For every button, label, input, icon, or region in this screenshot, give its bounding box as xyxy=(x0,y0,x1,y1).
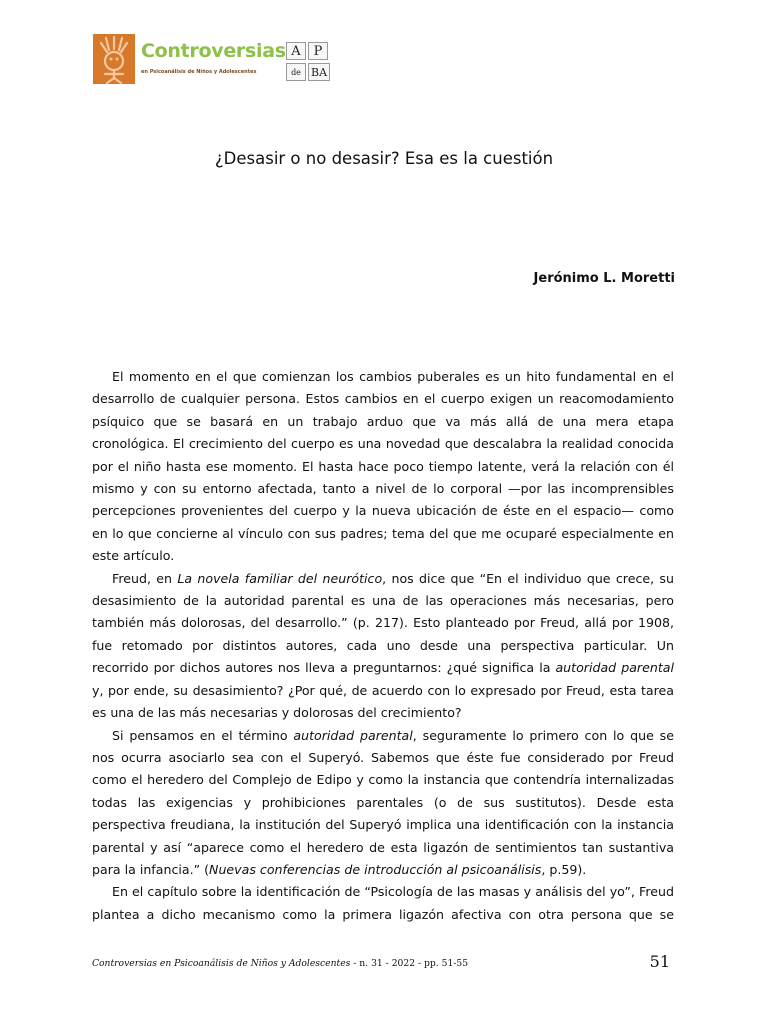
apdeba-logo-a: A xyxy=(286,42,306,60)
journal-subtitle: en Psicoanálisis de Niños y Adolescentes xyxy=(141,69,257,75)
apdeba-logo-de: de xyxy=(286,63,306,81)
paragraph xyxy=(92,725,674,882)
article-author: Jerónimo L. Moretti xyxy=(533,271,675,286)
text-run: El momento en el que comienzan los cambios puberales es un hito fundamental en el desarrollo de cualquier persona. Estos cambios en el cuerpo exigen un reacomodamiento psíquico que se basará en un trabajo arduo que va más allá de una mera etapa cronológica. El crecimiento del cuerpo es una novedad que descalabra la realidad conocida por el niño hasta ese momento. El hasta hace poco tiempo latente, verá la relación con él mismo y con su entorno afectada, tanto a nivel de lo corporal —por las incomprensibles percepciones provenientes del cuerpo y la nueva ubicación de éste en el espacio— como en lo que concierne al vínculo con sus padres; tema del que me ocuparé especialmente en este artículo. xyxy=(92,369,674,564)
journal-brand: Controversias xyxy=(141,40,286,62)
journal-header xyxy=(93,34,333,84)
text-run: En el capítulo sobre la identificación de “Psicología de las masas y análisis del yo”, Freud plantea a dicho mecanismo como la primera ligazón afectiva con otra persona que se xyxy=(92,884,674,922)
footer-journal: Controversias en Psicoanálisis de Niños y Adolescentes xyxy=(92,958,351,969)
italic-term: autoridad parental xyxy=(555,660,674,676)
paragraph xyxy=(92,881,674,926)
footer-citation xyxy=(92,958,468,969)
text-run: Freud, en xyxy=(112,570,178,586)
footer-details: - n. 31 - 2022 - pp. 51-55 xyxy=(350,958,469,969)
apdeba-logo-p: P xyxy=(308,42,328,60)
text-run: , nos dice que “En el individuo que crece, su desasimiento de la autoridad parental es una de las operaciones más necesarias, pero también más dolorosas, del desarrollo.” (p. 217). Esto planteado por Freud, allá por 1908, fue retomado por distintos autores, cada uno desde una perspectiva particular. Un recorrido por dichos autores nos lleva a preguntarnos: ¿qué significa la xyxy=(92,570,674,676)
paragraph xyxy=(92,568,674,725)
article-body xyxy=(92,366,674,926)
page-number: 51 xyxy=(649,952,670,971)
text-run: y, por ende, su desasimiento? ¿Por qué, de acuerdo con lo expresado por Freud, esta tarea es una de las más necesarias y dolorosas del crecimiento? xyxy=(92,682,674,721)
article-title: ¿Desasir o no desasir? Esa es la cuestión xyxy=(214,149,554,168)
text-run: , p.59). xyxy=(541,861,587,877)
text-run: Si pensamos en el término xyxy=(112,727,294,743)
italic-title: Nuevas conferencias de introducción al psicoanálisis xyxy=(209,861,542,877)
apdeba-logo xyxy=(286,42,330,82)
text-run: , seguramente lo primero con lo que se nos ocurra asociarlo sea con el Superyó. Sabemos que éste fue considerado por Freud como el heredero del Complejo de Edipo y como la instancia que contendría internalizadas todas las exigencias y prohibiciones parentales (o de sus sustitutos). Desde esta perspectiva freudiana, la institución del Superyó implica una identificación con la instancia parental y así “aparece como el heredero de esta ligazón de sentimientos tan sustantiva para la infancia.” ( xyxy=(92,727,674,877)
journal-logo-icon xyxy=(93,34,135,84)
italic-term: autoridad parental xyxy=(293,727,413,743)
paragraph xyxy=(92,366,674,568)
italic-title: La novela familiar del neurótico xyxy=(177,570,383,586)
apdeba-logo-ba: BA xyxy=(308,63,330,81)
